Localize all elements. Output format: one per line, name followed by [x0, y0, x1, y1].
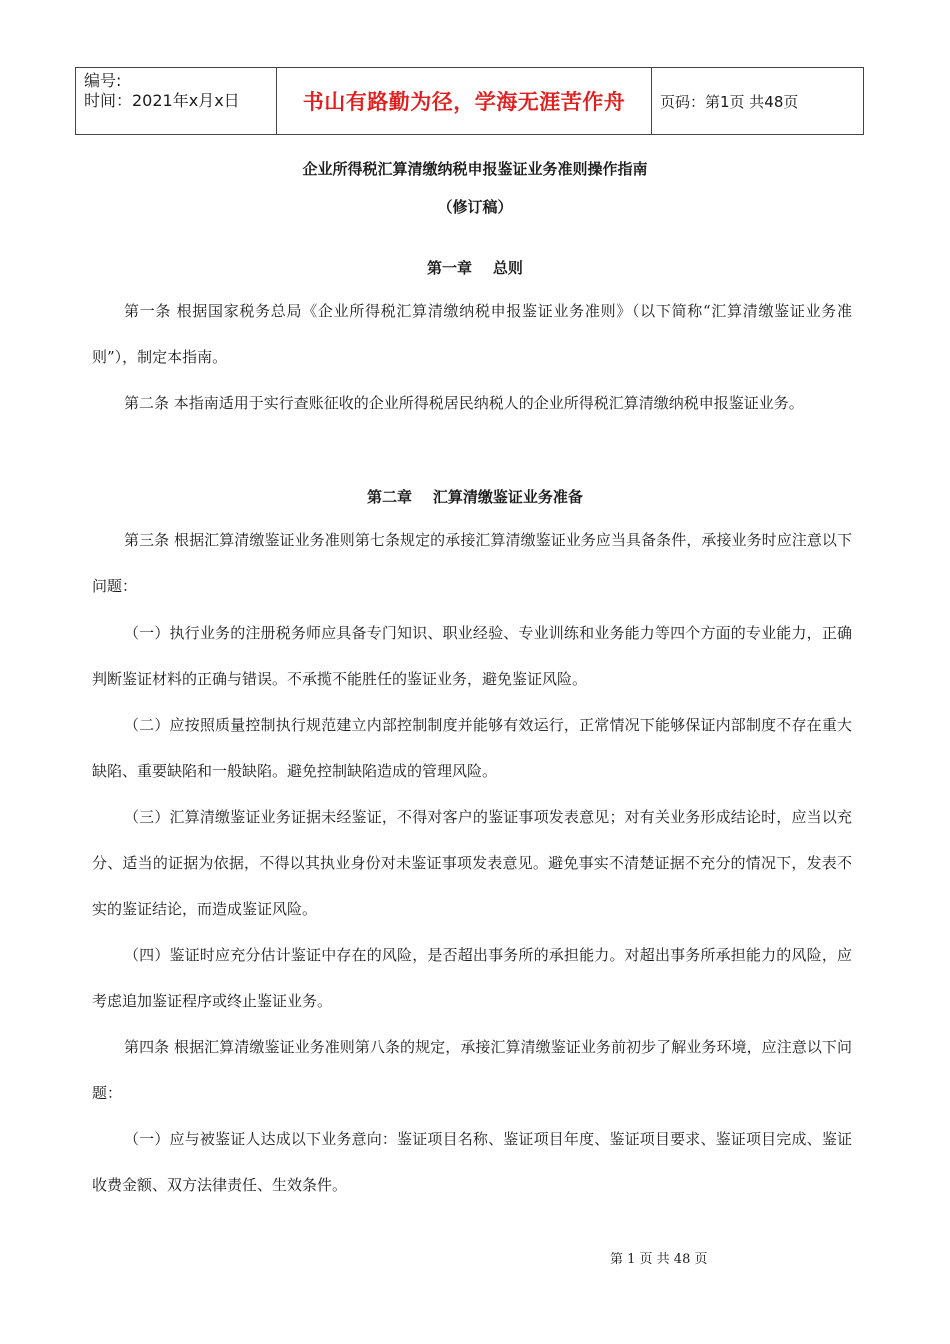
article-1-paragraph: 第一条 根据国家税务总局《企业所得税汇算清缴纳税申报鉴证业务准则》（以下简称“汇算清缴鉴证业务准则”），制定本指南。 — [92, 302, 852, 366]
chapter-heading-2: 第二章 汇算清缴鉴证业务准备 — [367, 488, 583, 506]
document-title: 企业所得税汇算清缴纳税申报鉴证业务准则操作指南 — [302, 160, 648, 178]
page-footer: 第 1 页 共 48 页 — [610, 1252, 708, 1267]
article-3-item-3: （三）汇算清缴鉴证业务证据未经鉴证，不得对客户的鉴证事项发表意见；对有关业务形成结论时，应当以充分、适当的证据为依据，不得以其执业身份对未鉴证事项发表意见。避免事实不清楚证据不充分的情况下，发表不实的鉴证结论，而造成鉴证风险。 — [92, 808, 852, 918]
article-3-paragraph: 第三条 根据汇算清缴鉴证业务准则第七条规定的承接汇算清缴鉴证业务应当具备条件，承接业务时应注意以下问题： — [92, 531, 852, 595]
header-motto: 书山有路勤为径，学海无涯苦作舟 — [277, 68, 652, 134]
article-4-item-1: （一）应与被鉴证人达成以下业务意向：鉴证项目名称、鉴证项目年度、鉴证项目要求、鉴证项目完成、鉴证收费金额、双方法律责任、生效条件。 — [92, 1130, 852, 1194]
document-header-table — [75, 67, 864, 135]
article-4-paragraph: 第四条 根据汇算清缴鉴证业务准则第八条的规定，承接汇算清缴鉴证业务前初步了解业务环境，应注意以下问题： — [92, 1038, 852, 1102]
article-3-item-1: （一）执行业务的注册税务师应具备专门知识、职业经验、专业训练和业务能力等四个方面的专业能力，正确判断鉴证材料的正确与错误。不承揽不能胜任的鉴证业务，避免鉴证风险。 — [92, 624, 852, 688]
document-subtitle: （修订稿） — [437, 198, 513, 216]
header-meta-cell — [76, 68, 277, 134]
chapter-heading-1: 第一章 总则 — [427, 259, 523, 277]
document-time-label: 时间：2021年x月x日 — [84, 91, 240, 110]
document-number-label: 编号: — [84, 71, 122, 90]
article-2-paragraph: 第二条 本指南适用于实行查账征收的企业所得税居民纳税人的企业所得税汇算清缴纳税申报鉴证业务。 — [124, 394, 804, 412]
article-3-item-4: （四）鉴证时应充分估计鉴证中存在的风险，是否超出事务所的承担能力。对超出事务所承担能力的风险，应考虑追加鉴证程序或终止鉴证业务。 — [92, 946, 852, 1010]
article-3-item-2: （二）应按照质量控制执行规范建立内部控制制度并能够有效运行，正常情况下能够保证内部制度不存在重大缺陷、重要缺陷和一般缺陷。避免控制缺陷造成的管理风险。 — [92, 716, 852, 780]
header-page-label: 页码：第1页 共48页 — [660, 92, 799, 111]
